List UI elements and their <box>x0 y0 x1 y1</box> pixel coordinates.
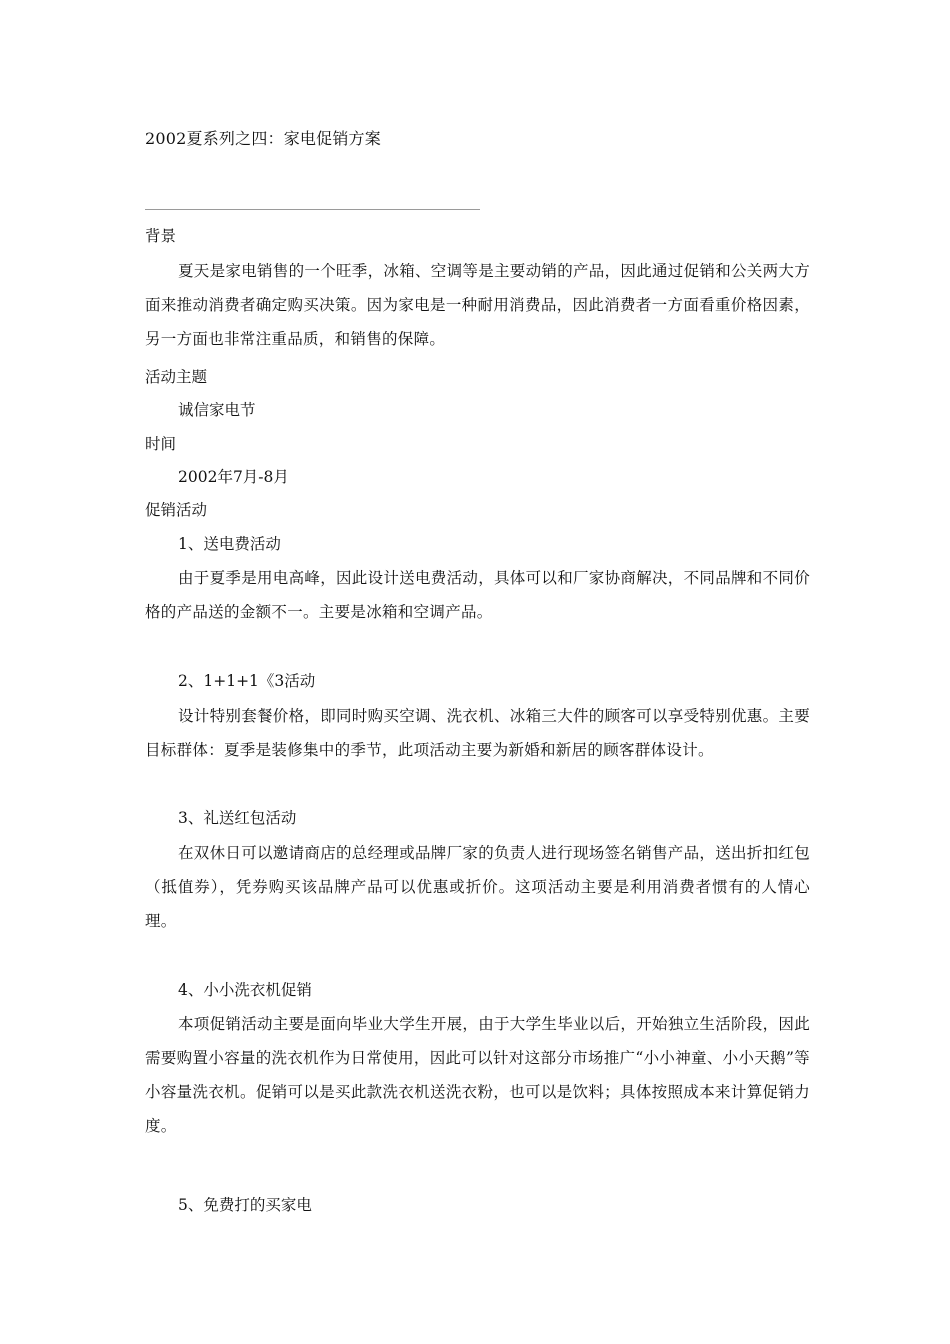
item1-title: 1、送电费活动 <box>178 535 281 553</box>
promo-heading: 促销活动 <box>145 501 208 519</box>
item5-title: 5、免费打的买家电 <box>178 1196 312 1214</box>
background-heading: 背景 <box>145 227 177 245</box>
item4-paragraph: 本项促销活动主要是面向毕业大学生开展，由于大学生毕业以后，开始独立生活阶段，因此需要购置小容量的洗衣机作为日常使用，因此可以针对这部分市场推广“小小神童、小小天鹅”等小容量洗衣机。促销可以是买此款洗衣机送洗衣粉，也可以是饮料；具体按照成本来计算促销力度。 <box>145 1015 811 1135</box>
time-text: 2002年7月-8月 <box>178 468 289 486</box>
item2-paragraph: 设计特别套餐价格，即同时购买空调、洗衣机、冰箱三大件的顾客可以享受特别优惠。主要目标群体：夏季是装修集中的季节，此项活动主要为新婚和新居的顾客群体设计。 <box>145 707 811 759</box>
title-divider <box>145 209 480 210</box>
background-paragraph: 夏天是家电销售的一个旺季，冰箱、空调等是主要动销的产品，因此通过促销和公关两大方面来推动消费者确定购买决策。因为家电是一种耐用消费品，因此消费者一方面看重价格因素，另一方面也非常注重品质，和销售的保障。 <box>145 262 811 348</box>
theme-text: 诚信家电节 <box>178 401 256 419</box>
item3-paragraph: 在双休日可以邀请商店的总经理或品牌厂家的负责人进行现场签名销售产品，送出折扣红包（抵值券），凭券购买该品牌产品可以优惠或折价。这项活动主要是利用消费者惯有的人情心理。 <box>145 844 811 930</box>
theme-heading: 活动主题 <box>145 368 208 386</box>
item3-title: 3、礼送红包活动 <box>178 809 297 827</box>
item2-title: 2、1+1+1《3活动 <box>178 672 316 690</box>
document-title: 2002夏系列之四：家电促销方案 <box>145 129 381 148</box>
item4-title: 4、小小洗衣机促销 <box>178 981 312 999</box>
item1-paragraph: 由于夏季是用电高峰，因此设计送电费活动，具体可以和厂家协商解决，不同品牌和不同价格的产品送的金额不一。主要是冰箱和空调产品。 <box>145 569 811 621</box>
time-heading: 时间 <box>145 435 177 453</box>
